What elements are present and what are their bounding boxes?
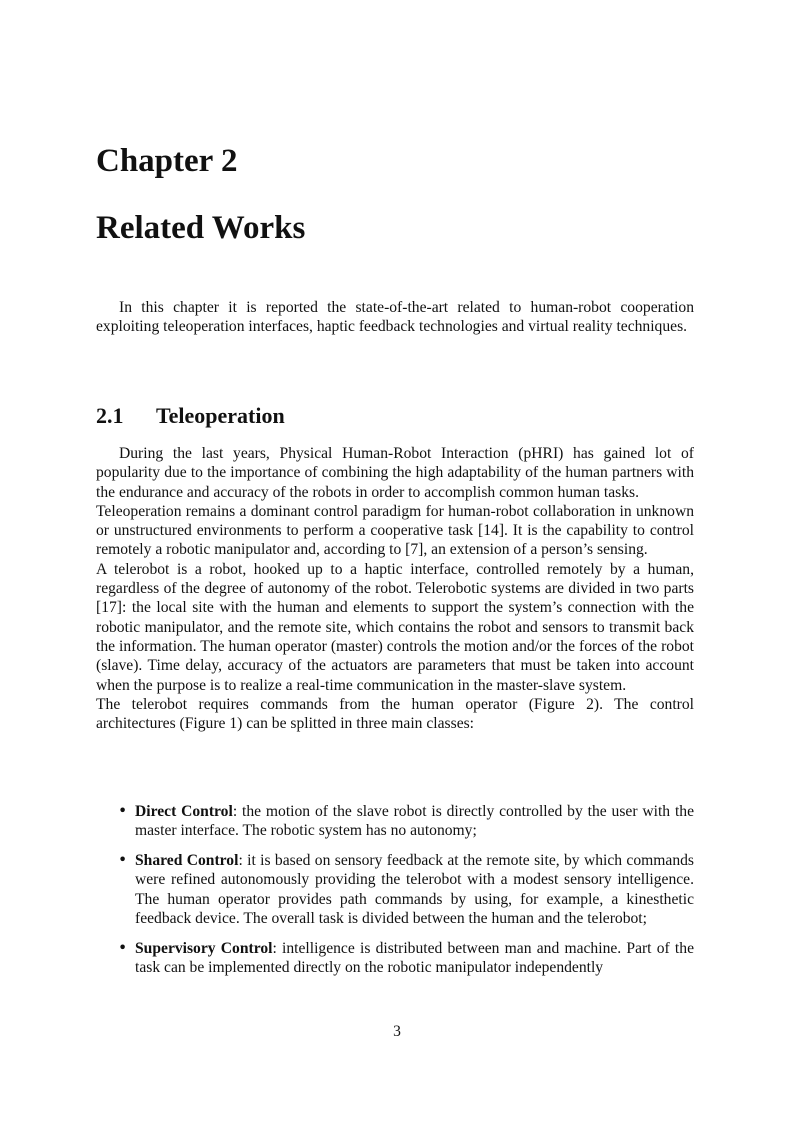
bullet-icon: • [118,802,128,820]
list-item-text [135,851,694,928]
section-heading [96,402,285,430]
body-paragraph: During the last years, Physical Human-Robot Interaction (pHRI) has gained lot of popularity due to the importance of combining the high adaptability of the human partners with the endurance and accuracy of the robots in order to accomplish common human tasks. [96,445,694,501]
control-classes-list [96,802,694,988]
bullet-icon: • [118,938,128,957]
section-title: Teleoperation [156,403,285,428]
list-item-description: : it is based on sensory feedback at the remote site, by which commands were refined autonomously providing the telerobot with a modest sensory intelligence. The human operator provides path commands by using, for example, a kinesthetic feedback device. The overall task is divided between the human and the telerobot; [135,852,694,927]
chapter-label: Chapter 2 [96,143,238,179]
list-item-term: Supervisory Control [135,939,273,957]
list-item-text [135,802,694,841]
list-item-term: Direct Control [135,803,233,820]
intro-paragraph: In this chapter it is reported the state-of-the-art related to human-robot cooperation exploiting teleoperation interfaces, haptic feedback technologies and virtual reality techniques. [96,299,694,336]
bullet-icon: • [118,851,128,870]
body-paragraph: The telerobot requires commands from the human operator (Figure 2). The control architectures (Figure 1) can be splitted in three main classes: [96,695,694,733]
page-number: 3 [393,1023,401,1040]
list-item-description: : intelligence is distributed between man and machine. Part of the task can be implemented directly on the robotic manipulator independently [135,939,694,977]
list-item [96,939,694,978]
section-body [96,444,694,733]
body-paragraph: A telerobot is a robot, hooked up to a haptic interface, controlled remotely by a human, regardless of the degree of autonomy of the robot. Telerobotic systems are divided in two parts [17]: the local site with the human and elements to support the system’s connection with the robotic manipulator, and the remote site, which contains the robot and sensors to transmit back the information. The human operator (master) controls the motion and/or the forces of the robot (slave). Time delay, accuracy of the actuators are parameters that must be taken into account when the purpose is to realize a real-time communication in the master-slave system. [96,560,694,694]
list-item [96,851,694,928]
list-item-term: Shared Control [135,852,239,870]
section-number: 2.1 [96,403,124,428]
list-item-text [135,939,694,978]
list-item [96,802,694,841]
list-item-description: : the motion of the slave robot is directly controlled by the user with the master interface. The robotic system has no autonomy; [135,803,695,840]
chapter-intro [96,298,694,337]
body-paragraph: Teleoperation remains a dominant control paradigm for human-robot collaboration in unknown or unstructured environments to perform a cooperative task [14]. It is the capability to control remotely a robotic manipulator and, according to [7], an extension of a person’s sensing. [96,502,694,559]
chapter-title: Related Works [96,210,306,246]
